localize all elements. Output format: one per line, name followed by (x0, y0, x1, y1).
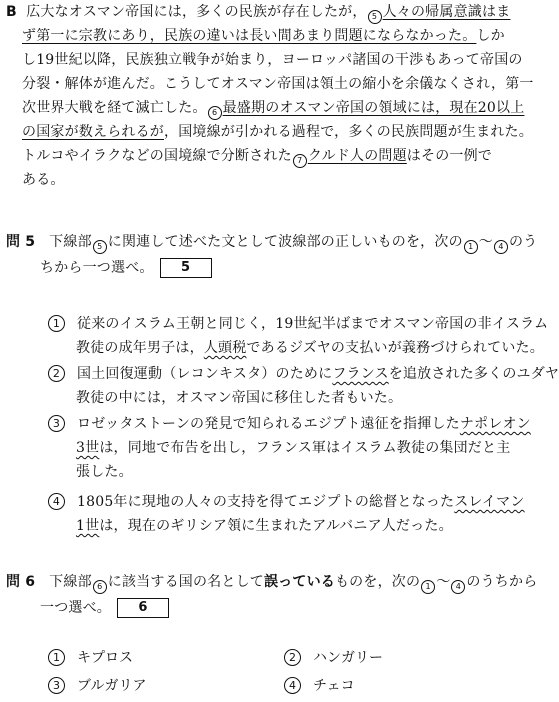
ref-marker-6: 6 (93, 580, 107, 594)
underlined-text-5b: ず第一に宗教にあり，民族の違いは長い間あまり問題にならなかった。 (22, 28, 477, 44)
choice-number-4: 4 (48, 493, 65, 510)
choice-text: を追放された多くのユダヤ (388, 366, 559, 382)
q5-choice-3-line-2 (76, 438, 510, 458)
range-start-marker: 1 (464, 240, 478, 254)
underlined-text-5: 人々の帰属意識はま (382, 4, 511, 20)
question-text: のうちから (466, 574, 538, 590)
choice-number-1: 1 (48, 315, 65, 332)
choice-number-2: 2 (48, 365, 65, 382)
answer-box-6[interactable]: 6 (117, 598, 169, 618)
choice-text: 1805年に現地の人々の支持を得てエジプトの総督となった (77, 494, 455, 510)
q5-choice-1-line-1[interactable] (48, 314, 548, 334)
q5-choice-4-line-1[interactable] (48, 492, 525, 512)
choice-text: チェコ (313, 678, 355, 694)
question-text: ちから一つ選べ。 (40, 260, 154, 276)
wavy-underlined-text: 3世 (76, 440, 100, 456)
question-6-line-1 (6, 572, 537, 594)
passage-line-6 (22, 122, 533, 142)
ref-marker-5: 5 (93, 240, 107, 254)
range-start-marker: 1 (421, 580, 435, 594)
underline-marker-5: 5 (368, 10, 382, 24)
question-5-line-2 (40, 258, 212, 278)
choice-number-3: 3 (48, 415, 65, 432)
choice-text: は，同地で布告を出し，フランス軍はイスラム教徒の集団だと主 (99, 440, 511, 456)
passage-text: はその一例で (406, 148, 492, 164)
passage-line-1 (6, 2, 510, 24)
passage-text: 次世界大戦を経て滅亡した。 (22, 100, 207, 116)
underline-marker-6: 6 (208, 106, 222, 120)
underlined-text-6: 最盛期のオスマン帝国の領域には，現在20以上 (222, 100, 525, 116)
underlined-text-7: クルド人の問題 (307, 148, 407, 164)
passage-line-7 (22, 146, 492, 168)
question-text: 下線部 (49, 234, 92, 250)
q5-choice-2-line-1[interactable] (48, 364, 559, 384)
question-text: に該当する国の名として (107, 574, 264, 590)
wavy-underlined-text: 人頭税 (203, 340, 247, 356)
choice-number-2: 2 (284, 649, 301, 666)
underline-marker-7: 7 (293, 154, 307, 168)
passage-text: しか (476, 28, 505, 44)
q6-choice-1[interactable] (48, 648, 133, 668)
choice-text: は，現在のギリシア領に生まれたアルバニア人だった。 (99, 518, 453, 534)
question-text: ものを，次の (334, 574, 421, 590)
choice-text: 従来のイスラム王朝と同じく，19世紀半ばまでオスマン帝国の非イスラム (77, 316, 549, 332)
choice-text: 教徒の成年男子は， (76, 340, 204, 356)
q5-choice-4-line-2 (76, 516, 453, 536)
underlined-text-6b: の国家が数えられるが (22, 124, 164, 140)
q5-choice-1-line-2 (76, 338, 544, 358)
question-text: のう (508, 234, 538, 250)
wavy-underlined-text: フランス (332, 366, 389, 382)
q6-choice-4[interactable] (284, 676, 355, 696)
choice-number-3: 3 (48, 677, 65, 694)
wavy-underlined-text: 1世 (76, 518, 100, 534)
choice-number-4: 4 (284, 677, 301, 694)
q5-choice-3-line-1[interactable] (48, 414, 531, 434)
question-6-label: 問 6 (6, 574, 36, 590)
choice-text: 国土回復運動（レコンキスタ）のために (77, 366, 333, 382)
passage-text: 広大なオスマン帝国には，多くの民族が存在したが， (26, 4, 367, 20)
q6-choice-2[interactable] (284, 648, 383, 668)
passage-label: B (6, 4, 17, 20)
question-5-line-1 (6, 232, 537, 254)
passage-line-3: し19世紀以降，民族独立戦争が始まり，ヨーロッパ諸国の干渉もあって帝国の (22, 52, 523, 68)
question-text: 一つ選べ。 (40, 600, 111, 616)
question-5-label: 問 5 (6, 234, 36, 250)
range-end-marker: 4 (451, 580, 465, 594)
choice-text: ロゼッタストーンの発見で知られるエジプト遠征を指揮した (77, 416, 460, 432)
choice-text: キプロス (77, 650, 133, 666)
passage-line-5 (22, 98, 524, 120)
range-tilde: ～ (436, 574, 451, 590)
choice-text: であるジズヤの支払いが義務づけられていた。 (246, 340, 544, 356)
q5-choice-3-line-3: 張した。 (76, 464, 133, 480)
q5-choice-2-line-2: 教徒の中には，オスマン帝国に移住した者もいた。 (76, 390, 403, 406)
choice-text: ブルガリア (77, 678, 147, 694)
question-text: 下線部 (49, 574, 92, 590)
question-6-line-2 (40, 598, 169, 618)
q6-choice-3[interactable] (48, 676, 146, 696)
choice-number-1: 1 (48, 649, 65, 666)
passage-line-8: ある。 (22, 172, 65, 188)
answer-box-5[interactable]: 5 (160, 258, 212, 278)
range-end-marker: 4 (494, 240, 508, 254)
range-tilde: ～ (478, 234, 493, 250)
wavy-underlined-text: スレイマン (454, 494, 525, 510)
passage-line-2 (22, 26, 505, 46)
passage-text: トルコやイラクなどの国境線で分断された (22, 148, 292, 164)
choice-text: ハンガリー (313, 650, 383, 666)
question-text: に関連して述べた文として波線部の正しいものを，次の (107, 234, 463, 250)
passage-line-4: 分裂・解体が進んだ。こうしてオスマン帝国は領土の縮小を余儀なくされ，第一 (22, 76, 534, 92)
passage-text: ，国境線が引かれる過程で，多くの民族問題が生まれた。 (164, 124, 533, 140)
emphasis-text: 誤っている (263, 574, 335, 590)
wavy-underlined-text: ナポレオン (459, 416, 531, 432)
